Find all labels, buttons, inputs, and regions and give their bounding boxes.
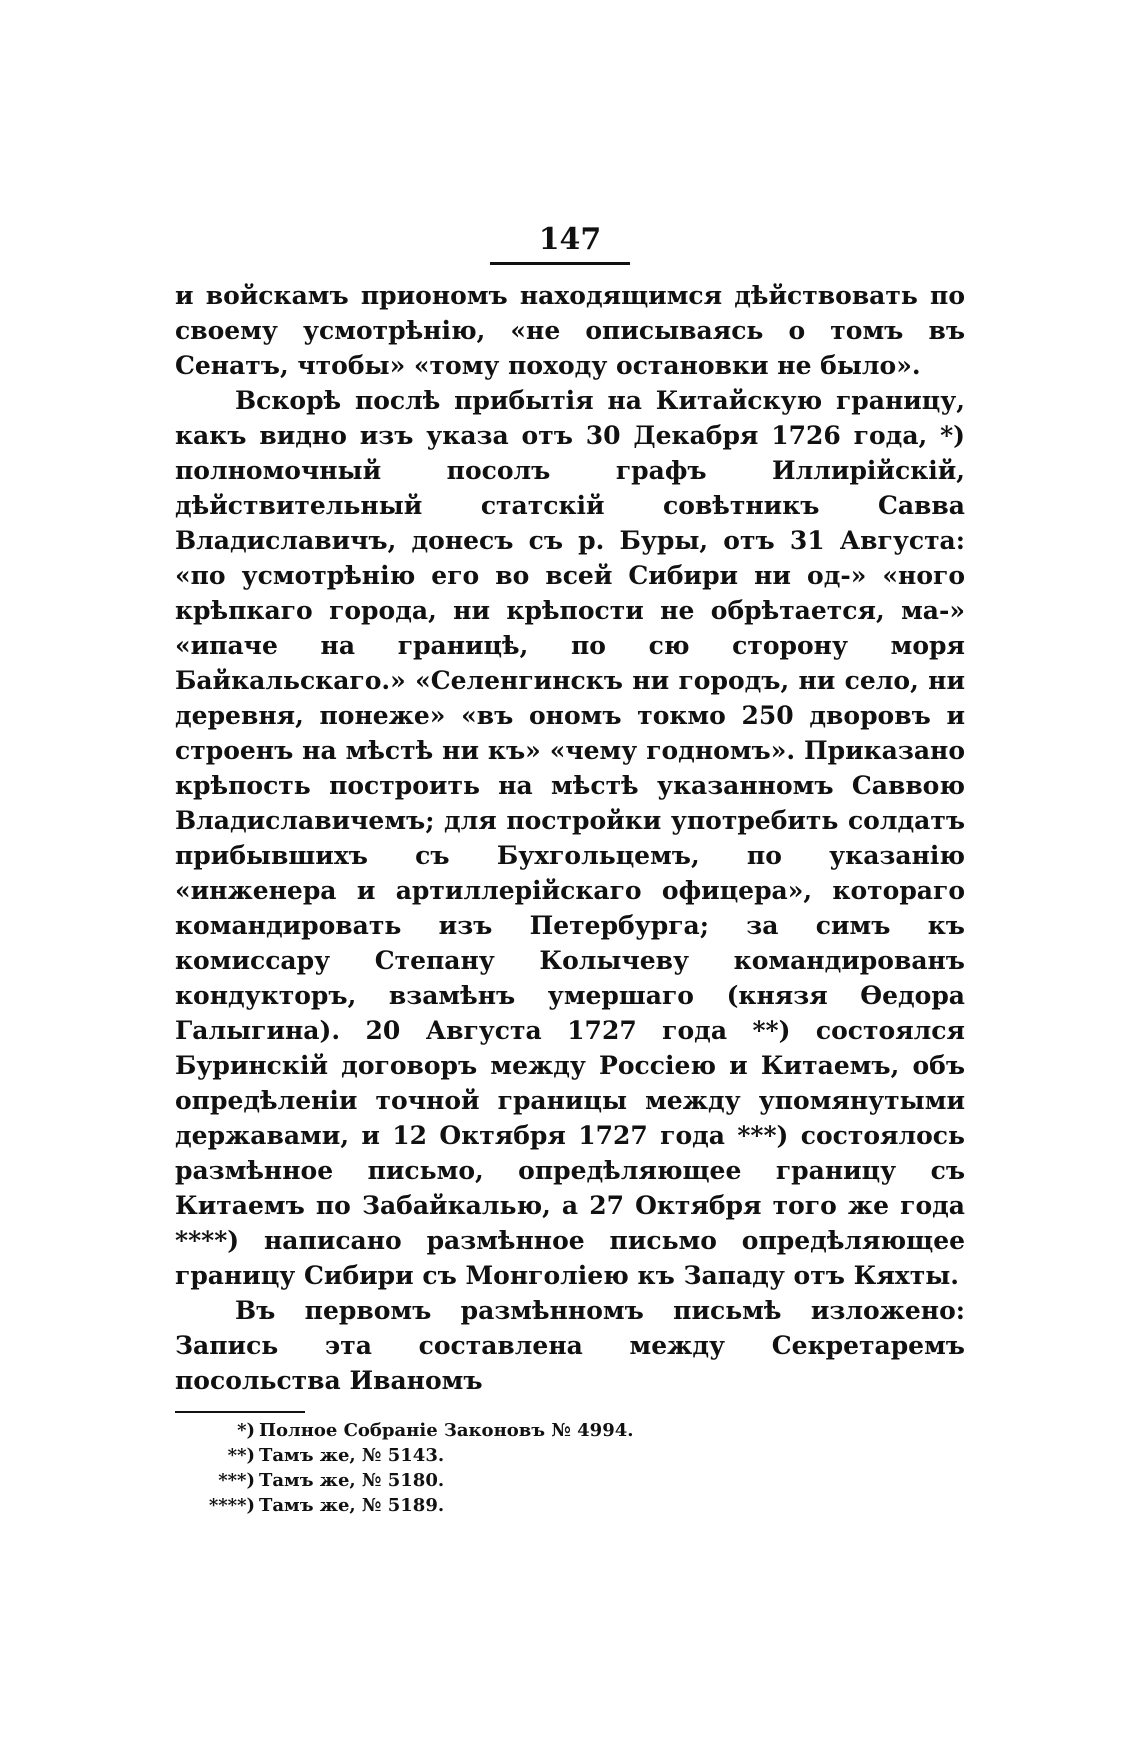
footnote-mark: *): [237, 1420, 255, 1441]
footnotes: [200, 1418, 634, 1518]
page-number: 147: [538, 222, 602, 257]
footnote: [200, 1468, 634, 1493]
footnote-mark: ****): [208, 1495, 255, 1516]
footnote: [200, 1493, 634, 1518]
footnote-mark: ***): [218, 1470, 255, 1491]
paragraph-last: Въ первомъ размѣнномъ письмѣ изложено: Запись эта составлена между Секретаремъ посольства Иваномъ: [175, 1296, 965, 1395]
footnote-text: Полное Собраніе Законовъ № 4994.: [259, 1420, 634, 1441]
footnote-mark: **): [227, 1445, 255, 1466]
body-text: [175, 278, 965, 1398]
paragraph-continuation: и войскамъ приономъ находящимся дѣйствовать по своему усмотрѣнію, «не описываясь о томъ въ Сенатъ, чтобы» «тому походу остановки не было».: [175, 281, 965, 380]
footnote-rule: [175, 1411, 305, 1413]
footnote-text: Тамъ же, № 5143.: [259, 1445, 445, 1466]
footnote: [200, 1418, 634, 1443]
page-number-rule: [490, 262, 630, 265]
footnote-text: Тамъ же, № 5180.: [259, 1470, 445, 1491]
paragraph-main: Вскорѣ послѣ прибытія на Китайскую границу, какъ видно изъ указа отъ 30 Декабря 1726 года, *) полномочный посолъ графъ Иллирійскій, дѣйствительный статскій совѣтникъ Савва Владиславичъ, донесъ съ р. Буры, отъ 31 Августа: «по усмотрѣнію его во всей Сибири ни од-» «ного крѣпкаго города, ни крѣпости не обрѣтается, ма-» «ипаче на границѣ, по сю сторону моря Байкальскаго.» «Селенгинскъ ни городъ, ни село, ни деревня, понеже» «въ ономъ токмо 250 дворовъ и строенъ на мѣстѣ ни къ» «чему годномъ». Приказано крѣпость построить на мѣстѣ указанномъ Саввою Владиславичемъ; для постройки употребить солдатъ прибывшихъ съ Бухгольцемъ, по указанію «инженера и артиллерійскаго офицера», котораго командировать изъ Петербурга; за симъ къ комиссару Степану Колычеву командированъ кондукторъ, взамѣнъ умершаго (князя Ѳедора Галыгина). 20 Августа 1727 года **) состоялся Буринскій договоръ между Россіею и Китаемъ, объ опредѣленіи точной границы между упомянутыми державами, и 12 Октября 1727 года ***) состоялось размѣнное письмо, опредѣляющее границу съ Китаемъ по Забайкалью, а 27 Октября того же года ****) написано размѣнное письмо опредѣляющее границу Сибири съ Монголіею къ Западу отъ Кяхты.: [175, 386, 965, 1290]
footnote-text: Тамъ же, № 5189.: [259, 1495, 445, 1516]
footnote: [200, 1443, 634, 1468]
